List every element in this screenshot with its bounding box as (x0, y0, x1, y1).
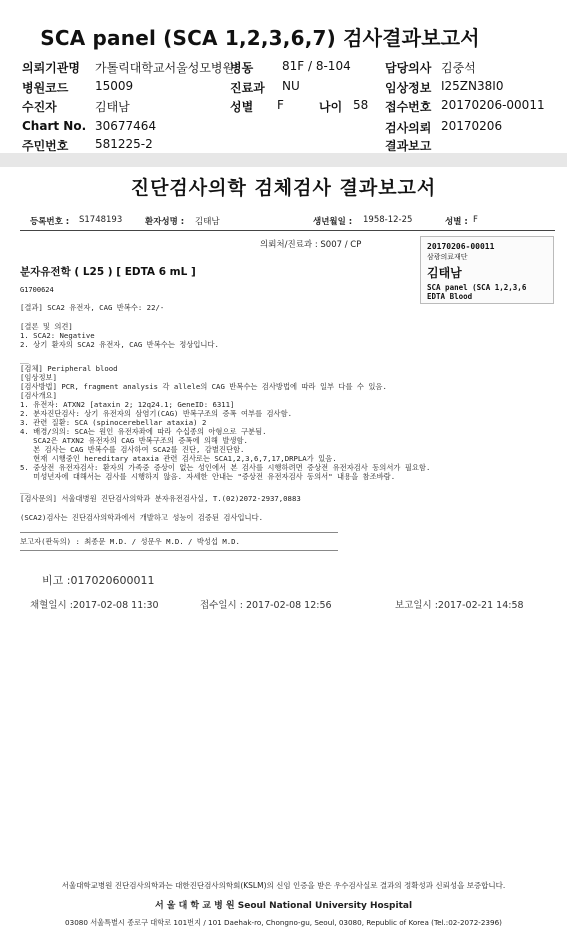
section-marker-2: __ (20, 485, 29, 494)
reg-no-label: 등록번호 : (30, 217, 70, 227)
patient-label: 수진자 (22, 100, 57, 114)
doctor-label: 담당의사 (385, 61, 432, 75)
ward-value: 81F / 8-104 (282, 59, 351, 73)
report-title: 진단검사의학 검체검사 결과보고서 (130, 177, 437, 199)
sticker-patient-name: 김태남 (427, 266, 462, 280)
sex-value: F (277, 98, 284, 112)
report-sex-value: F (473, 215, 478, 225)
dob-label: 생년월일 : (313, 217, 353, 227)
opinion-line-1: 1. SCA2: Negative (20, 331, 95, 340)
detail-line-7: 3. 관련 질환: SCA (spinocerebellar ataxia) 2 (20, 418, 207, 427)
resident-no-value: 581225-2 (95, 137, 153, 151)
patient-name-label: 환자성명 : (145, 217, 185, 227)
sticker-lab-name: 삼광의료재단 (427, 253, 468, 261)
inquiry-line: [검사문의] 서울대병원 진단검사의학과 분자유전검사실, T.(02)2072-2937,0883 (20, 494, 301, 503)
opinion-heading: [결론 및 의견] (20, 322, 73, 331)
report-sex-label: 성별 : (445, 217, 468, 227)
reporter-line: 보고자(판독의) : 최종문 M.D. / 성문우 M.D. / 박성섭 M.D. (20, 537, 240, 546)
doctor-value: 김중석 (441, 61, 476, 75)
department-value: NU (282, 79, 300, 93)
detail-line-6: 2. 분자진단검사: 상기 유전자의 삼염기(CAG) 반복구조의 증폭 여부를 검사함. (20, 409, 293, 418)
detail-line-5: 1. 유전자: ATXN2 [ataxin 2; 12q24.1; GeneID: 6311] (20, 400, 235, 409)
detail-line-11: 현재 시행중인 hereditary ataxia 관련 검사로는 SCA1,2,3,6,7,17,DRPLA가 있음. (20, 454, 337, 463)
detail-line-1: [검체] Peripheral blood (20, 364, 118, 373)
reporter-divider-bottom (20, 550, 338, 551)
detail-line-13: 미성년자에 대해서는 검사를 시행하지 않음. 자세한 안내는 "증상전 유전자검사 동의서" 내용을 참조바람. (20, 472, 396, 481)
opinion-line-2: 2. 상기 환자의 SCA2 유전자, CAG 반복수는 정상입니다. (20, 340, 219, 349)
receive-datetime: 접수일시 : 2017-02-08 12:56 (200, 600, 332, 611)
hospital-code-value: 15009 (95, 79, 134, 93)
resident-no-label: 주민번호 (22, 139, 69, 153)
sticker-specimen: EDTA Blood (427, 292, 473, 301)
header-divider (20, 230, 555, 231)
scanned-report (0, 167, 567, 944)
specimen-label-sticker (420, 236, 554, 304)
sex-label: 성별 (230, 100, 254, 114)
hospital-name-label: 의뢰기관명 (22, 61, 80, 75)
detail-line-12: 5. 중상전 유전자검사: 환자의 가족중 증상이 없는 성인에서 본 검사를 시행하려면 증상전 유전자검사 동의서가 필요함. (20, 463, 431, 472)
patient-value: 김태남 (95, 100, 130, 114)
note-line: 비고 :017020600011 (42, 574, 155, 587)
chart-no-value: 30677464 (95, 119, 157, 133)
sticker-test-name: SCA panel (SCA 1,2,3,6 (427, 283, 527, 292)
hospital-name-value: 가톨릭대학교서울성모병원 (95, 61, 235, 75)
specimen-code: G1700624 (20, 286, 54, 294)
department-section-title: 분자유전학 ( L25 ) [ EDTA 6 mL ] (20, 266, 196, 278)
receipt-no-value: 20170206-00011 (441, 98, 545, 112)
request-date-label: 검사의뢰 (385, 121, 432, 135)
detail-line-3: [검사방법] PCR, fragment analysis 각 allele의 CAG 반복수는 검사방법에 따라 일부 다를 수 있음. (20, 382, 387, 391)
detail-line-4: [검사개요] (20, 391, 57, 400)
department-label: 진료과 (230, 81, 265, 95)
detail-line-8: 4. 배경/의의: SCA는 원인 유전자좌에 따라 수십종의 아형으로 구분됨. (20, 427, 267, 436)
detail-line-9: SCA2은 ATXN2 유전자의 CAG 반복구조의 증폭에 의해 발생함. (20, 436, 248, 445)
detail-line-10: 본 검사는 CAG 반복수를 검사하여 SCA2를 진단, 감별진단함. (20, 445, 245, 454)
sticker-receipt-no: 20170206-00011 (427, 242, 495, 251)
request-date-value: 20170206 (441, 119, 503, 133)
test-result-line: [결과] SCA2 유전자, CAG 반복수: 22/- (20, 303, 165, 312)
ward-label: 병동 (230, 61, 254, 75)
report-datetime: 보고일시 :2017-02-21 14:58 (395, 600, 524, 611)
footer-address: 03080 서울특별시 종로구 대학로 101번지 / 101 Daehak-ro, Chongno-gu, Seoul, 03080, Republic of Korea (Tel.:02-2072-2396) (65, 918, 502, 927)
dob-value: 1958-12-25 (363, 215, 413, 225)
reporter-divider-top (20, 532, 338, 533)
clinical-info-label: 임상정보 (385, 81, 432, 95)
reg-no-value: S1748193 (79, 215, 123, 225)
detail-line-2: [임상정보] (20, 373, 57, 382)
developed-note: (SCA2)검사는 진단검사의학과에서 개발하고 성능이 검증된 검사입니다. (20, 513, 264, 522)
requester-info: 의뢰처/진료과 : S007 / CP (260, 240, 362, 250)
footer-accreditation: 서울대학교병원 진단검사의학과는 대한진단검사의학회(KSLM)의 신임 인증을 받은 우수검사실로 결과의 정확성과 신뢰성을 보증합니다. (61, 881, 506, 890)
panel-divider (0, 153, 567, 167)
panel-title: SCA panel (SCA 1,2,3,6,7) 검사결과보고서 (40, 26, 480, 50)
clinical-info-value: I25ZN38I0 (441, 79, 504, 93)
age-label: 나이 (319, 100, 343, 114)
collect-datetime: 채혈일시 :2017-02-08 11:30 (30, 600, 159, 611)
hospital-code-label: 병원코드 (22, 81, 69, 95)
age-value: 58 (353, 98, 369, 112)
receipt-no-label: 접수번호 (385, 100, 432, 114)
footer-hospital-name: 서 울 대 학 교 병 원 Seoul National University Hospital (154, 901, 413, 911)
result-report-label: 결과보고 (385, 139, 432, 153)
chart-no-label: Chart No. (22, 119, 87, 133)
patient-name-value: 김태남 (195, 217, 220, 227)
section-marker: __ (20, 355, 29, 364)
